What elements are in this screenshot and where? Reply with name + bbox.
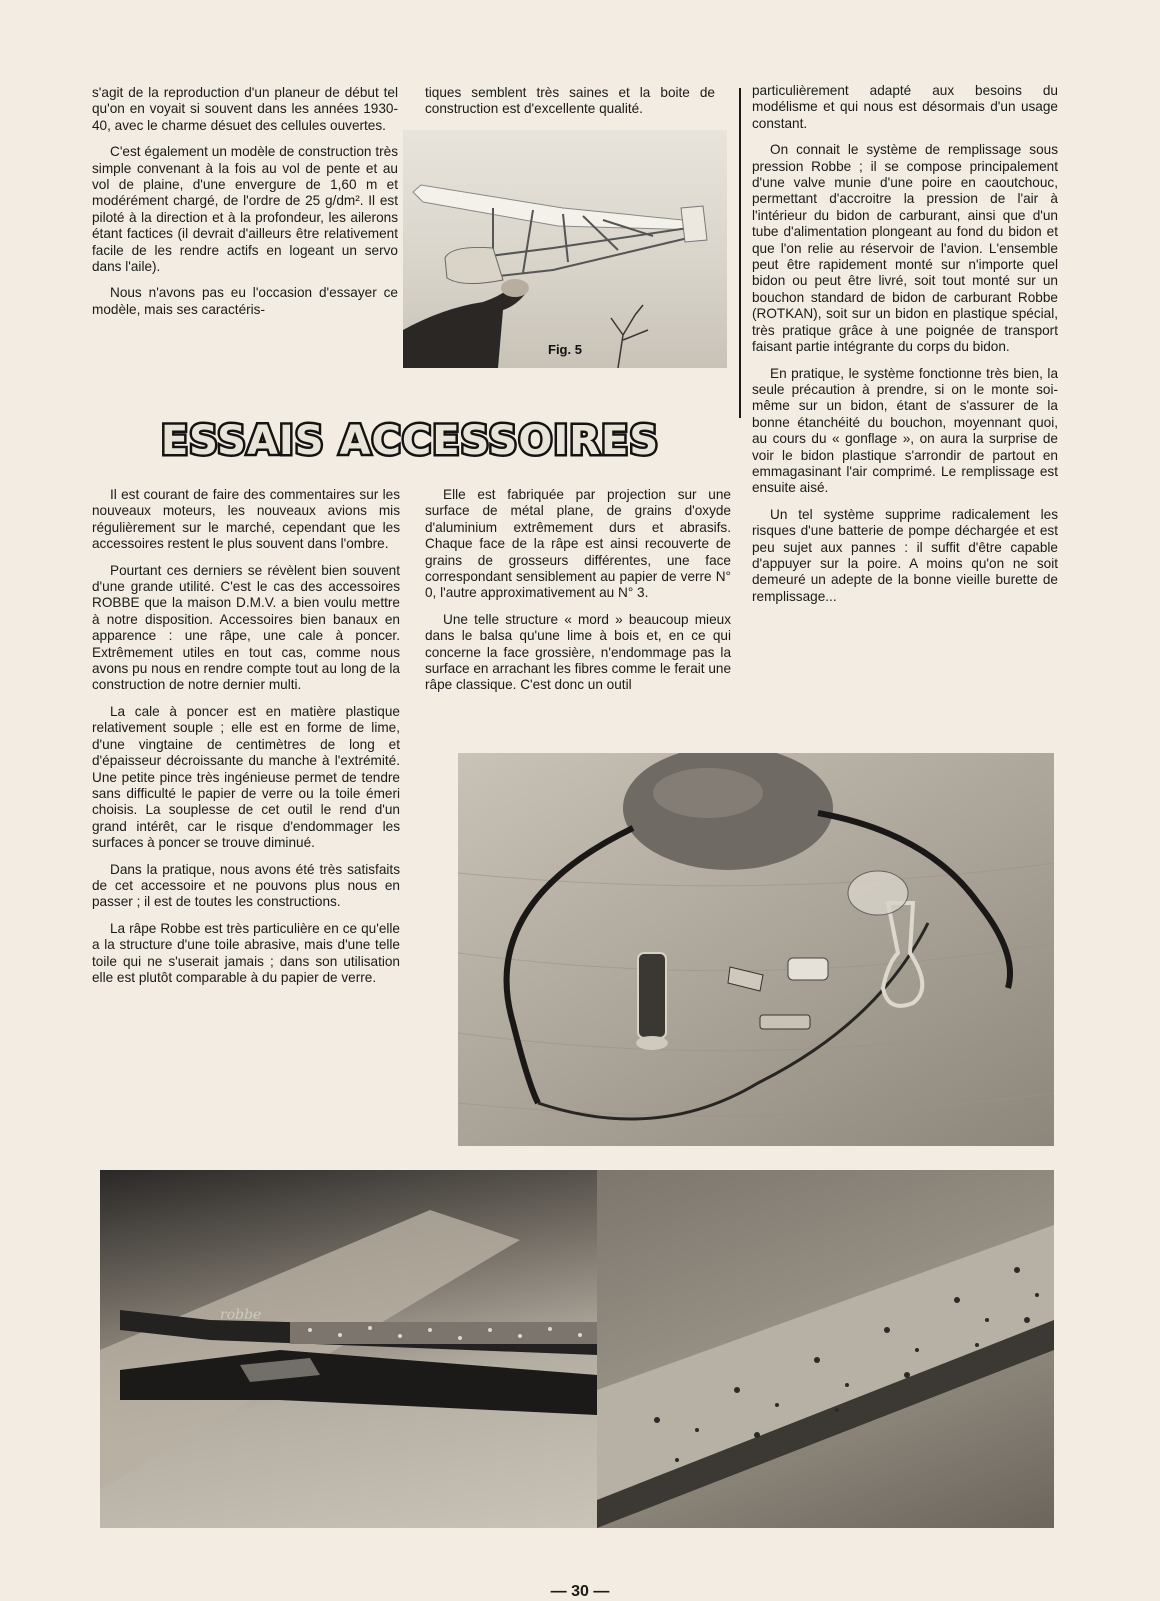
paragraph: tiques semblent très saines et la boite de construction est d'excellente qualité. — [425, 85, 715, 117]
brand-logo: robbe — [220, 1307, 262, 1323]
paragraph: Il est courant de faire des commentaires sur les nouveaux moteurs, les nouveaux avions mis régulièrement sur le marché, cependant que les accessoires restent le plus souvent dans l'ombre. — [92, 487, 400, 552]
paragraph: En pratique, le système fonctionne très bien, la seule précaution à prendre, si on le monte soi-même sur un bidon, étant de s'assurer de la bonne étanchéité du bouchon, moyennant quoi, au cours du « gonflage », on aura la surprise de voir le bidon plastique s'arrondir de partout en emmagasinant l'air comprimé. Le remplissage est ensuite aisé. — [752, 365, 1058, 496]
glider-photo — [403, 130, 727, 368]
paragraph: Elle est fabriquée par projection sur une surface de métal plane, de grains d'oxyde d'aluminium extrêmement durs et abrasifs. Chaque face de la râpe est ainsi recouverte de grains de grosseurs différentes, une face correspondant sensiblement au papier de verre N° 0, l'autre approximativement au N° 3. — [425, 487, 731, 601]
page-number: — 30 — — [550, 1583, 610, 1600]
rasp-closeup-photo — [597, 1170, 1054, 1528]
paragraph: On connait le système de remplissage sous pression Robbe ; il se compose principalement d'une valve munie d'une poire en caoutchouc, permettant d'accroitre la pression de l'air à l'intérieur du bidon de carburant, ainsi que d'un tube d'alimentation plongeant au fond du bidon et que l'on relie au réservoir de l'avion. L'ensemble peut être rapidement monté sur n'importe quel bidon ou peut être livré, soit tout monté sur un bouchon standard de bidon de carburant Robbe (ROTKAN), soit sur un bidon en plastique spécial, très pratique grâce à une poignée de transport faisant partie intégrante du corps du bidon. — [752, 142, 1058, 355]
paragraph: Dans la pratique, nous avons été très satisfaits de cet accessoire et ne pouvons plus nous en passer ; il est de toutes les constructions. — [92, 861, 400, 910]
paragraph: Un tel système supprime radicalement les risques d'une batterie de pompe déchargée et est peu sujet aux pannes : il suffit d'être capable d'appuyer sur la poire. A moins qu'on ne soit demeuré un adepte de la bonne vieille burette de remplissage... — [752, 506, 1058, 604]
column-rule — [739, 88, 741, 418]
article-column-2 — [425, 487, 731, 704]
pressure-filler-photo — [458, 753, 1054, 1146]
rasp-closeup-illustration — [597, 1170, 1054, 1528]
paragraph: Nous n'avons pas eu l'occasion d'essayer ce modèle, mais ses caractéris- — [92, 285, 398, 317]
top-column-2 — [425, 85, 715, 128]
paragraph: Une telle structure « mord » beaucoup mieux dans le balsa qu'une lime à bois et, en ce qui concerne la face grossière, n'endommage pas la surface en arrachant les fibres comme le ferait une râpe classique. C'est donc un outil — [425, 611, 732, 693]
paragraph: Pourtant ces derniers se révèlent bien souvent d'une grande utilité. C'est le cas des accessoires ROBBE que la maison D.M.V. a bien voulu mettre à notre disposition. Accessoires bien banaux en apparence : une râpe, une cale à poncer. Extrêmement utiles en tout cas, comme nous avons pu nous en rendre compte tout au long de la construction de notre dernier multi. — [92, 562, 400, 693]
paragraph: C'est également un modèle de construction très simple convenant à la fois au vol de pente et au vol de plaine, d'une envergure de 1,60 m et modérément chargé, de l'ordre de 25 g/dm². Il est piloté à la direction et à la profondeur, les ailerons étant factices (il devrait d'ailleurs être relativement facile de les rendre actifs en logeant un servo dans l'aile). — [92, 144, 398, 275]
sanding-block-photo — [100, 1170, 597, 1528]
paragraph: s'agit de la reproduction d'un planeur de début tel qu'on en voyait si souvent dans les années 1930-40, avec le charme désuet des cellules ouvertes. — [92, 85, 398, 133]
paragraph: particulièrement adapté aux besoins du modélisme et qui nous est désormais d'un usage constant. — [752, 83, 1058, 131]
glider-illustration — [403, 130, 727, 368]
top-column-3 — [752, 83, 1058, 615]
pressure-filler-illustration — [458, 753, 1054, 1146]
article-headline: ESSAIS ACCESSOIRES — [160, 418, 660, 464]
figure-label: Fig. 5 — [548, 342, 582, 357]
top-column-1 — [92, 85, 398, 328]
paragraph: La cale à poncer est en matière plastique relativement souple ; elle est en forme de lime, d'une vingtaine de centimètres de long et d'épaisseur décroissante du manche à l'extrémité. Une petite pince très ingénieuse permet de tendre sans difficulté le papier de verre ou la toile émeri choisis. La souplesse de cet outil le rend d'un grand intérêt, car le risque d'endommager les surfaces à poncer se trouve diminué. — [92, 703, 400, 851]
paragraph: La râpe Robbe est très particulière en ce qu'elle a la structure d'une toile abrasive, mais d'une telle toile qui ne s'userait jamais ; dans son utilisation elle est plutôt comparable à du papier de verre. — [92, 920, 400, 985]
article-column-1 — [92, 487, 400, 996]
sanding-block-illustration — [100, 1170, 597, 1528]
